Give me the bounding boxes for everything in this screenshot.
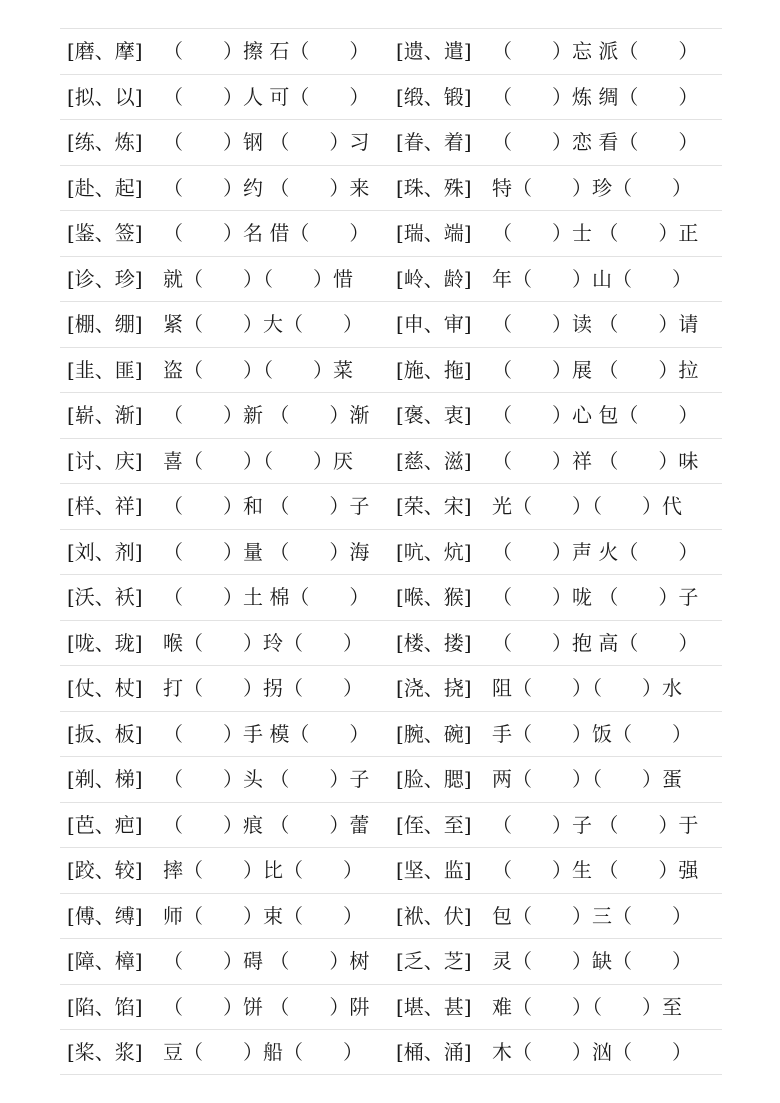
fill-in-blanks: （ ）约 （ ）来 <box>163 175 370 200</box>
exercise-row <box>60 256 722 302</box>
exercise-item-right <box>391 312 722 337</box>
character-pair: [褒、衷] <box>396 403 472 428</box>
exercise-row <box>60 620 722 666</box>
character-pair: [侄、至] <box>396 812 472 837</box>
exercise-row <box>60 847 722 893</box>
exercise-row <box>60 438 722 484</box>
fill-in-blanks: （ ）头 （ ）子 <box>163 767 370 792</box>
fill-in-blanks: （ ）生 （ ）强 <box>492 858 699 883</box>
character-pair: [坚、监] <box>396 858 472 883</box>
exercise-item-right <box>391 357 722 382</box>
exercise-item-left <box>60 312 391 337</box>
character-pair: [缎、锻] <box>396 84 472 109</box>
fill-in-blanks: （ ）祥 （ ）味 <box>492 448 699 473</box>
exercise-item-right <box>391 994 722 1019</box>
exercise-item-right <box>391 903 722 928</box>
exercise-item-left <box>60 221 391 246</box>
exercise-item-right <box>391 767 722 792</box>
character-pair: [楼、搂] <box>396 630 472 655</box>
character-pair: [桨、浆] <box>67 1039 143 1064</box>
fill-in-blanks: 喜（ ）（ ）厌 <box>163 448 353 473</box>
fill-in-blanks: 两（ ）（ ）蛋 <box>492 767 682 792</box>
fill-in-blanks: 手（ ）饭（ ） <box>492 721 692 746</box>
exercise-item-right <box>391 949 722 974</box>
fill-in-blanks: 打（ ）拐（ ） <box>163 676 363 701</box>
fill-in-blanks: 师（ ）束（ ） <box>163 903 363 928</box>
exercise-row <box>60 984 722 1030</box>
character-pair: [练、炼] <box>67 130 143 155</box>
fill-in-blanks: 包（ ）三（ ） <box>492 903 692 928</box>
character-pair: [施、拖] <box>396 357 472 382</box>
character-pair: [诊、珍] <box>67 266 143 291</box>
exercise-item-left <box>60 812 391 837</box>
exercise-item-left <box>60 266 391 291</box>
character-pair: [陷、馅] <box>67 994 143 1019</box>
character-pair: [仗、杖] <box>67 676 143 701</box>
exercise-row <box>60 119 722 165</box>
exercise-item-left <box>60 858 391 883</box>
exercise-item-right <box>391 539 722 564</box>
character-pair: [桶、涌] <box>396 1039 472 1064</box>
fill-in-blanks: 年（ ）山（ ） <box>492 266 692 291</box>
exercise-item-left <box>60 949 391 974</box>
fill-in-blanks: （ ）人 可（ ） <box>163 84 370 109</box>
exercise-row <box>60 301 722 347</box>
character-pair: [袱、伏] <box>396 903 472 928</box>
fill-in-blanks: （ ）擦 石（ ） <box>163 39 370 64</box>
fill-in-blanks: 木（ ）汹（ ） <box>492 1039 692 1064</box>
character-pair: [岭、龄] <box>396 266 472 291</box>
character-pair: [浇、挠] <box>396 676 472 701</box>
exercise-row <box>60 665 722 711</box>
exercise-item-right <box>391 585 722 610</box>
exercise-row <box>60 347 722 393</box>
character-pair: [瑞、端] <box>396 221 472 246</box>
exercise-item-left <box>60 585 391 610</box>
character-pair: [障、樟] <box>67 949 143 974</box>
exercise-item-left <box>60 630 391 655</box>
character-pair: [跤、较] <box>67 858 143 883</box>
exercise-item-left <box>60 84 391 109</box>
fill-in-blanks: （ ）土 棉（ ） <box>163 585 370 610</box>
character-pair: [吭、炕] <box>396 539 472 564</box>
fill-in-blanks: 摔（ ）比（ ） <box>163 858 363 883</box>
fill-in-blanks: 灵（ ）缺（ ） <box>492 949 692 974</box>
character-pair: [拟、以] <box>67 84 143 109</box>
exercise-item-left <box>60 175 391 200</box>
character-pair: [刘、剂] <box>67 539 143 564</box>
character-pair: [申、审] <box>396 312 472 337</box>
character-pair: [遗、遣] <box>396 39 472 64</box>
character-pair: [咙、珑] <box>67 630 143 655</box>
exercise-item-left <box>60 994 391 1019</box>
fill-in-blanks: （ ）碍 （ ）树 <box>163 949 370 974</box>
fill-in-blanks: （ ）咙 （ ）子 <box>492 585 699 610</box>
exercise-row <box>60 28 722 74</box>
fill-in-blanks: （ ）饼 （ ）阱 <box>163 994 370 1019</box>
fill-in-blanks: （ ）士 （ ）正 <box>492 221 699 246</box>
character-pair: [荣、宋] <box>396 494 472 519</box>
character-pair: [扳、板] <box>67 721 143 746</box>
fill-in-blanks: （ ）读 （ ）请 <box>492 312 699 337</box>
fill-in-blanks: （ ）炼 绸（ ） <box>492 84 699 109</box>
exercise-row <box>60 1029 722 1075</box>
character-pair: [乏、芝] <box>396 949 472 974</box>
exercise-item-right <box>391 858 722 883</box>
exercise-item-left <box>60 767 391 792</box>
fill-in-blanks: 特（ ）珍（ ） <box>492 175 692 200</box>
character-pair: [喉、猴] <box>396 585 472 610</box>
fill-in-blanks: （ ）心 包（ ） <box>492 403 699 428</box>
character-pair: [磨、摩] <box>67 39 143 64</box>
exercise-item-left <box>60 448 391 473</box>
exercise-item-left <box>60 1039 391 1064</box>
character-pair: [芭、疤] <box>67 812 143 837</box>
fill-in-blanks: 难（ ）（ ）至 <box>492 994 682 1019</box>
character-pair: [样、祥] <box>67 494 143 519</box>
character-pair: [傅、缚] <box>67 903 143 928</box>
character-pair: [沃、袄] <box>67 585 143 610</box>
fill-in-blanks: 光（ ）（ ）代 <box>492 494 682 519</box>
exercise-item-right <box>391 403 722 428</box>
exercise-item-right <box>391 630 722 655</box>
fill-in-blanks: （ ）抱 高（ ） <box>492 630 699 655</box>
exercise-row <box>60 893 722 939</box>
fill-in-blanks: 喉（ ）玲（ ） <box>163 630 363 655</box>
exercise-row <box>60 529 722 575</box>
fill-in-blanks: （ ）痕 （ ）蕾 <box>163 812 370 837</box>
fill-in-blanks: （ ）恋 看（ ） <box>492 130 699 155</box>
exercise-item-right <box>391 130 722 155</box>
character-pair: [韭、匪] <box>67 357 143 382</box>
character-pair: [堪、甚] <box>396 994 472 1019</box>
fill-in-blanks: （ ）手 模（ ） <box>163 721 370 746</box>
character-pair: [赴、起] <box>67 175 143 200</box>
exercise-item-left <box>60 403 391 428</box>
fill-in-blanks: 豆（ ）船（ ） <box>163 1039 363 1064</box>
fill-in-blanks: 就（ ）（ ）惜 <box>163 266 353 291</box>
character-pair: [棚、绷] <box>67 312 143 337</box>
exercise-item-right <box>391 84 722 109</box>
fill-in-blanks: （ ）量 （ ）海 <box>163 539 370 564</box>
fill-in-blanks: （ ）名 借（ ） <box>163 221 370 246</box>
worksheet <box>60 28 722 1075</box>
exercise-item-left <box>60 357 391 382</box>
exercise-item-right <box>391 812 722 837</box>
character-pair: [脸、腮] <box>396 767 472 792</box>
exercise-item-left <box>60 903 391 928</box>
character-pair: [腕、碗] <box>396 721 472 746</box>
exercise-row <box>60 711 722 757</box>
character-pair: [珠、殊] <box>396 175 472 200</box>
exercise-item-left <box>60 39 391 64</box>
exercise-item-right <box>391 39 722 64</box>
exercise-row <box>60 938 722 984</box>
exercise-item-right <box>391 1039 722 1064</box>
exercise-item-right <box>391 221 722 246</box>
fill-in-blanks: （ ）新 （ ）渐 <box>163 403 370 428</box>
character-pair: [慈、滋] <box>396 448 472 473</box>
exercise-row <box>60 210 722 256</box>
fill-in-blanks: 紧（ ）大（ ） <box>163 312 363 337</box>
exercise-row <box>60 392 722 438</box>
character-pair: [眷、着] <box>396 130 472 155</box>
fill-in-blanks: （ ）展 （ ）拉 <box>492 357 699 382</box>
character-pair: [剃、梯] <box>67 767 143 792</box>
exercise-item-left <box>60 676 391 701</box>
exercise-row <box>60 574 722 620</box>
exercise-row <box>60 74 722 120</box>
exercise-item-left <box>60 539 391 564</box>
fill-in-blanks: （ ）忘 派（ ） <box>492 39 699 64</box>
exercise-item-right <box>391 494 722 519</box>
exercise-row <box>60 802 722 848</box>
exercise-item-right <box>391 266 722 291</box>
exercise-item-left <box>60 721 391 746</box>
fill-in-blanks: （ ）声 火（ ） <box>492 539 699 564</box>
exercise-item-right <box>391 448 722 473</box>
fill-in-blanks: （ ）和 （ ）子 <box>163 494 370 519</box>
character-pair: [崭、渐] <box>67 403 143 428</box>
fill-in-blanks: （ ）子 （ ）于 <box>492 812 699 837</box>
fill-in-blanks: （ ）钢 （ ）习 <box>163 130 370 155</box>
exercise-item-left <box>60 130 391 155</box>
exercise-row <box>60 165 722 211</box>
fill-in-blanks: 盗（ ）（ ）菜 <box>163 357 353 382</box>
exercise-row <box>60 756 722 802</box>
fill-in-blanks: 阻（ ）（ ）水 <box>492 676 682 701</box>
exercise-row <box>60 483 722 529</box>
character-pair: [鉴、签] <box>67 221 143 246</box>
character-pair: [讨、庆] <box>67 448 143 473</box>
exercise-item-left <box>60 494 391 519</box>
exercise-item-right <box>391 721 722 746</box>
exercise-item-right <box>391 676 722 701</box>
exercise-item-right <box>391 175 722 200</box>
